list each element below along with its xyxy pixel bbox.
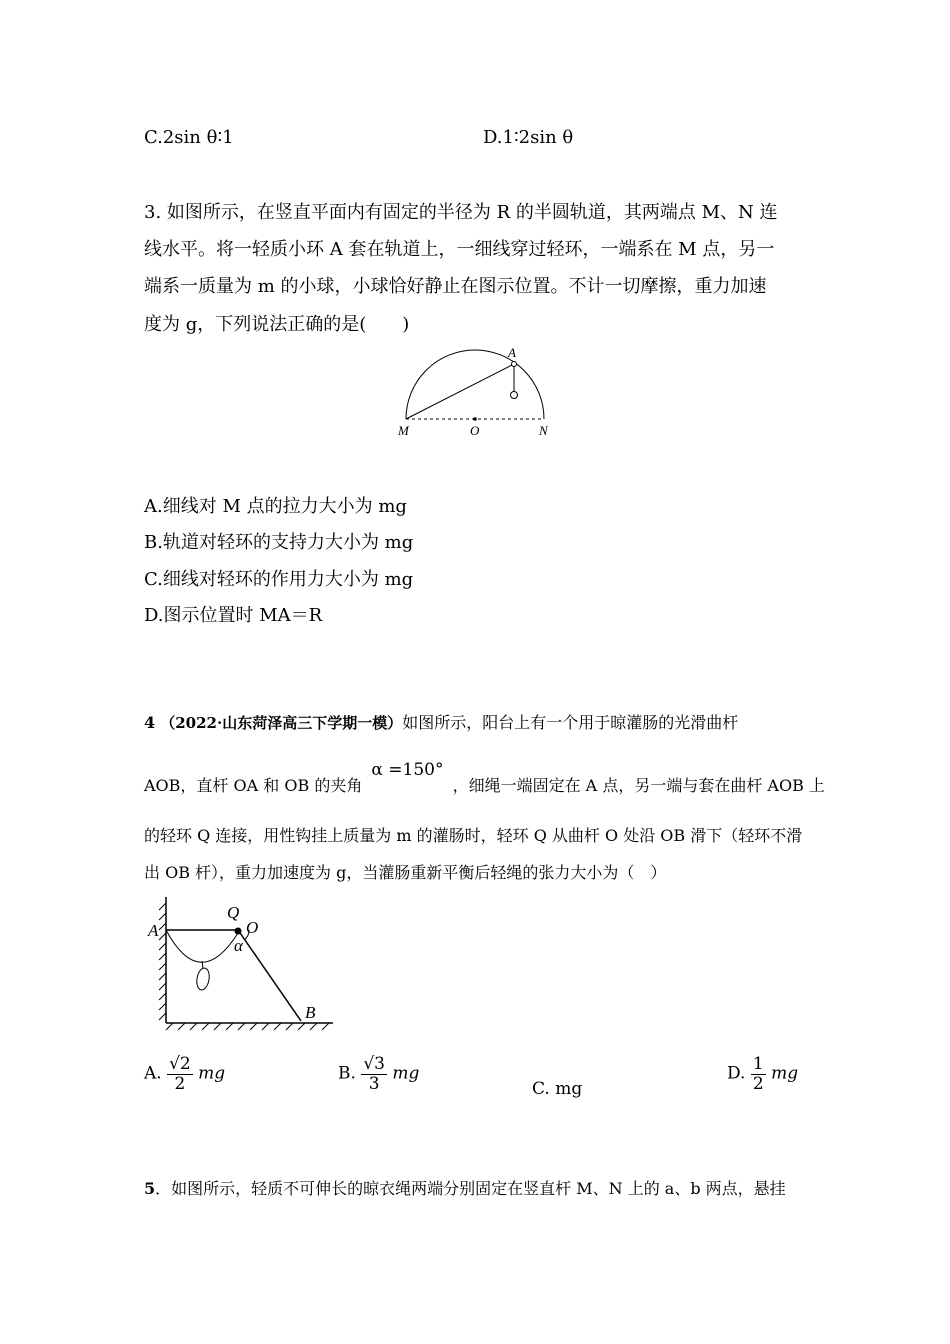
label-a: A — [148, 921, 159, 940]
q4-option-b-denominator: 3 — [368, 1073, 380, 1094]
q4-option-b-prefix: B. — [338, 1063, 356, 1084]
q2-option-d: D.1∶2sin θ — [483, 127, 574, 148]
q4-option-b-fraction — [361, 1055, 387, 1093]
q4-option-a — [144, 1055, 225, 1093]
label-m: M — [398, 423, 409, 438]
floor-hatching — [166, 1023, 329, 1030]
q4-option-b-numerator: √3 — [363, 1054, 385, 1074]
q4-source: （2022·山东菏泽高三下学期一模） — [160, 714, 403, 732]
q4-option-d-fraction — [751, 1055, 766, 1093]
q4-stem-line2 — [144, 760, 825, 796]
q4-option-d-unit: mg — [771, 1063, 799, 1084]
q4-line2-b: ，细绳一端固定在 A 点，另一端与套在曲杆 AOB 上 — [452, 776, 825, 795]
q3-option-b: B.轨道对轻环的支持力大小为 mg — [144, 532, 414, 553]
label-q: Q — [227, 903, 240, 922]
q4-option-a-prefix: A. — [144, 1063, 162, 1084]
q4-stem-line4: 出 OB 杆），重力加速度为 g，当灌肠重新平衡后轻绳的张力大小为（ ） — [144, 863, 667, 882]
q4-rod-figure — [145, 893, 345, 1033]
q4-option-a-fraction — [167, 1055, 193, 1093]
q5-line1: ．如图所示，轻质不可伸长的晾衣绳两端分别固定在竖直杆 M、N 上的 a、b 两点，悬挂 — [155, 1179, 786, 1198]
q4-option-c: C. mg — [532, 1079, 583, 1099]
q4-option-d-numerator: 1 — [752, 1054, 764, 1074]
q3-stem-line1: 3. 如图所示，在竖直平面内有固定的半径为 R 的半圆轨道，其两端点 M、N 连 — [144, 202, 778, 223]
q4-line1-text: 如图所示，阳台上有一个用于晾灌肠的光滑曲杆 — [402, 713, 739, 732]
q3-semicircle-figure — [390, 340, 565, 440]
label-n: N — [539, 423, 548, 438]
q4-number: 4 — [144, 713, 156, 732]
q3-stem-line2: 线水平。将一轻质小环 A 套在轨道上，一细线穿过轻环，一端系在 M 点，另一 — [144, 239, 775, 260]
label-o: O — [470, 423, 480, 438]
q4-option-a-denominator: 2 — [174, 1073, 186, 1094]
rod-ob — [238, 930, 301, 1021]
rope — [166, 930, 238, 962]
q4-angle-expr: α =150° — [371, 760, 444, 780]
label-o: O — [246, 918, 259, 937]
q4-option-d — [727, 1055, 798, 1093]
wall-hatching — [159, 903, 166, 1020]
ring-a — [512, 362, 517, 367]
q3-option-c: C.细线对轻环的作用力大小为 mg — [144, 569, 414, 590]
q4-option-d-denominator: 2 — [752, 1073, 764, 1094]
string-m-to-a — [406, 364, 514, 419]
q4-stem-line3: 的轻环 Q 连接，用性钩挂上质量为 m 的灌肠时，轻环 Q 从曲杆 O 处沿 OB 滑下（轻环不滑 — [144, 826, 803, 845]
q5-stem-line1 — [144, 1176, 786, 1199]
label-a: A — [508, 345, 516, 360]
center-o — [473, 417, 477, 421]
q3-option-a: A.细线对 M 点的拉力大小为 mg — [144, 496, 407, 517]
q4-option-a-unit: mg — [198, 1063, 226, 1084]
ball — [511, 392, 518, 399]
q4-option-b-unit: mg — [392, 1063, 420, 1084]
q5-number: 5 — [144, 1179, 156, 1198]
ring-q — [235, 928, 242, 935]
q4-stem-line1 — [144, 710, 738, 733]
q3-option-d: D.图示位置时 MA＝R — [144, 605, 323, 626]
q4-option-d-prefix: D. — [727, 1063, 746, 1084]
q4-option-b — [338, 1055, 419, 1093]
label-alpha: α — [234, 936, 243, 955]
q3-stem-line4: 度为 g，下列说法正确的是( ) — [144, 314, 410, 335]
q4-line2-a: AOB，直杆 OA 和 OB 的夹角 — [144, 776, 363, 795]
q2-option-c: C.2sin θ∶1 — [144, 127, 234, 148]
q4-option-a-numerator: √2 — [169, 1054, 191, 1074]
label-b: B — [305, 1003, 316, 1022]
q3-stem-line3: 端系一质量为 m 的小球，小球恰好静止在图示位置。不计一切摩擦，重力加速 — [144, 276, 767, 297]
sausage — [195, 967, 211, 991]
